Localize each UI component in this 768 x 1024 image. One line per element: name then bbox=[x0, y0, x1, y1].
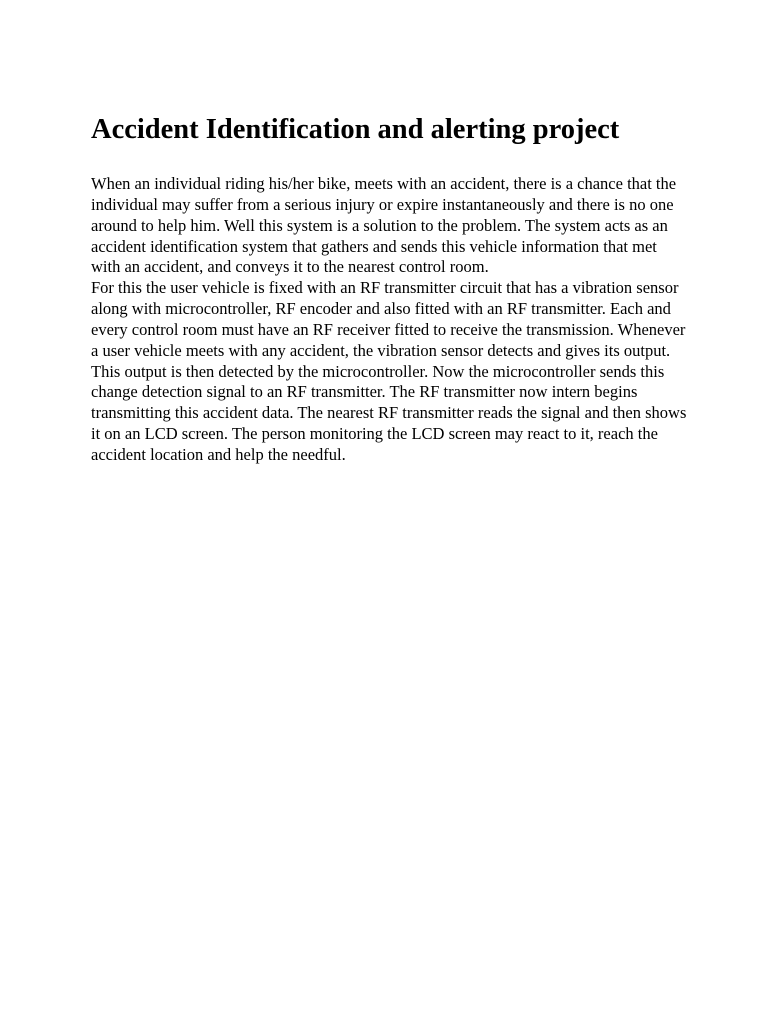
document-title: Accident Identification and alerting project bbox=[91, 114, 620, 145]
document-body bbox=[91, 174, 687, 466]
document-page bbox=[91, 112, 687, 466]
body-paragraph-1: When an individual riding his/her bike, meets with an accident, there is a chance that the individual may suffer from a serious injury or expire instantaneously and there is no one around to help him. Well this system is a solution to the problem. The system acts as an accident identification system that gathers and sends this vehicle information that met with an accident, and conveys it to the nearest control room. bbox=[91, 174, 677, 277]
body-paragraph-2: For this the user vehicle is fixed with an RF transmitter circuit that has a vibration sensor along with microcontroller, RF encoder and also fitted with an RF transmitter. Each and every control room must have an RF receiver fitted to receive the transmission. Whenever a user vehicle meets with any accident, the vibration sensor detects and gives its output. This output is then detected by the microcontroller. Now the microcontroller sends this change detection signal to an RF transmitter. The RF transmitter now intern begins transmitting this accident data. The nearest RF transmitter reads the signal and then shows it on an LCD screen. The person monitoring the LCD screen may react to it, reach the accident location and help the needful. bbox=[91, 278, 687, 464]
